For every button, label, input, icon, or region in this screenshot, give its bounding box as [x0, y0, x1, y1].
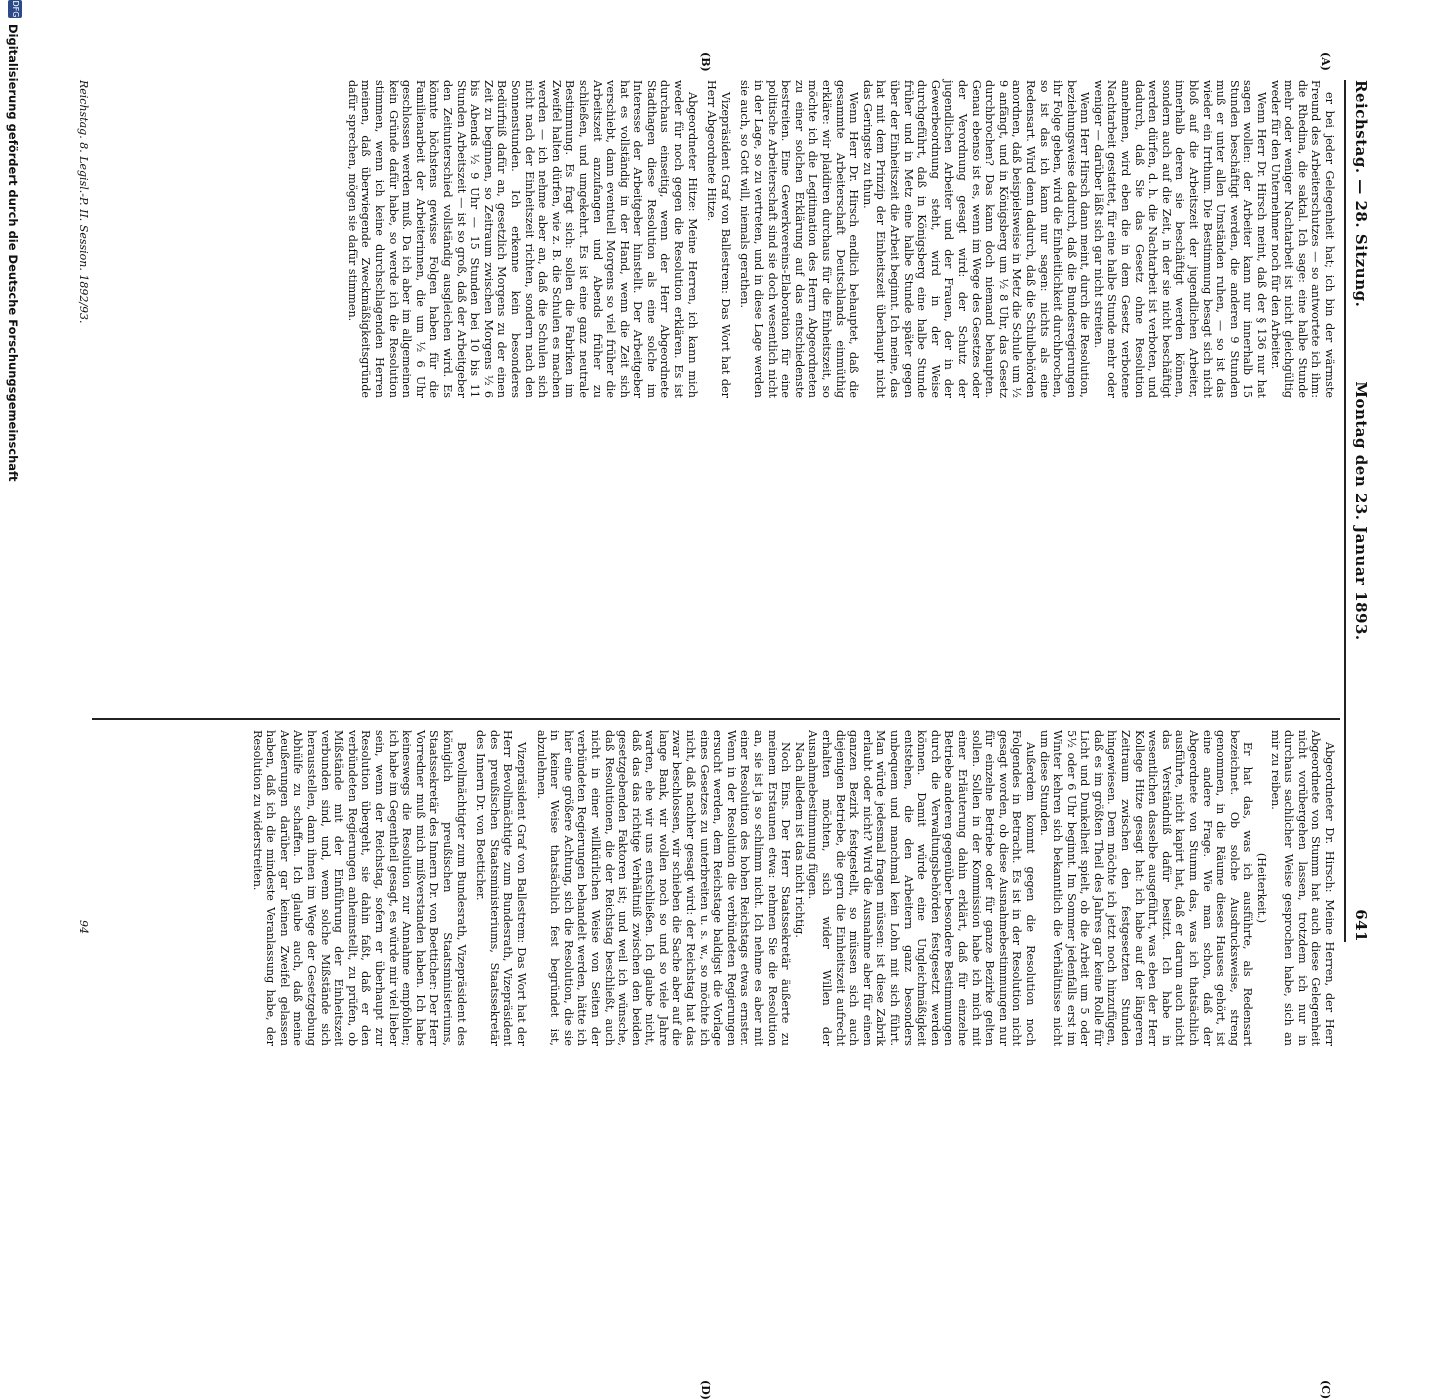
footer-sheet-number: 94: [77, 920, 90, 934]
paragraph: Außerdem kommt gegen die Resolution noch Folgendes in Betracht. Es ist in der Resolution nicht gesagt worden, ob diese Ausnahmebestimmungen nur für einzelne Betriebe oder für ganze Bezirke gelten sollen. Sollen in der Kommission habe ich mich mit einer Erläuterung dahin erklärt, daß für einzelne Betriebe anderen gegenüber besondere Bestimmungen durch die Verwaltungsbehörden festgesetzt werden können. Damit würde eine Ungleichmäßigkeit entstehen, die den Arbeitern ganz besonders unbequem und manchmal kein Lohn mit sich führt. Man würde jedesmal fragen müssen: ist diese Zabrik erlaubt oder nicht? Wird die Ausnahme aber für einen ganzen Bezirk festgestellt, so müssen sich auch diejenigen Betriebe, die gern die Einheitszeit aufrecht erhalten möchten, sich wider Willen der Ausnahmebestimmung fügen.: [806, 730, 1037, 1046]
margin-marker-b: (B): [699, 52, 712, 72]
paragraph: Vizepräsident Graf von Ballestrem: Das Wort hat der Herr Abgeordnete Hitze.: [705, 80, 732, 398]
watermark-text: Digitalisierung gefördert durch die Deutsche Forschungsgemeinschaft: [6, 24, 20, 482]
paragraph: Wenn Herr Dr. Hirsch endlich behauptet, daß die gesammte Arbeiterschaft Deutschlands einmüthig erkläre: wir plaidiren durchaus für die Einheitszeit, so möchte ich die Legitimation des Herrn Abgeordneten zu einer solchen Erklärung auf das entschiedenste bestreiten. Eine Gewerkvereins-Elaboration für eine politische Arbeiterschaft sind sie doch wesentlich nicht in der Lage, so zu vertreten, und in diese Lage werden sie auch, so Gott will, niemals gerathen.: [738, 80, 861, 398]
text-column-left: [345, 80, 1336, 398]
margin-marker-c: (C): [1319, 1380, 1332, 1400]
paragraph: Bevollmächtigter zum Bundesrath, Vizepräsident des königlich preußischen Staatsministeriums, Staatssekretär des Innern Dr. von Boetticher: Der Herr Vorredner muß mich mißverstanden haben. Ich habe keineswegs die Resolution zur Annahme empfohlen; ich habe im Gegentheil gesagt, es würde mir viel lieber sein, wenn der Reichstag, sofern er überhaupt zur Resolution übergeht, sie dahin faßt, daß er den verbündeten Regierungen anheimstellt, zu prüfen, ob Mißstände mit der Einführung der Einheitszeit verbunden sind, und, wenn solche Mißstände sich herausstellen, dann ihnen im Wege der Gesetzgebung Abhülfe zu schaffen. Ich glaube auch, daß meine Aeußerungen darüber gar keinen Zweifel gelassen haben, daß ich die mindeste Veranlassung habe, der Resolution zu widerstreiten.: [250, 730, 468, 1046]
paragraph: er bei jeder Gelegenheit hat; ich bin der wärmste Freund des Arbeiterschutzes — so antwortete ich ihm: die Rhedina, die saktal. Ich sage: eine halbe Stunde mehr oder weniger Nachtarbeit ist nicht gleichgültig weder für den Unternehmer noch für den Arbeiter.: [1268, 80, 1336, 398]
header-center: Montag den 23. Januar 1893.: [1352, 381, 1370, 641]
paragraph: Er hat das, was ich ausführte, als Redensart bezeichnet. Ob solche Ausdrucksweise, streng genommen, in die Räume dieses Hauses gehört, ist eine andere Frage. Wie man schon, daß der Abgeordnete von Stumm das, was ich thatsächlich ausführte, nicht kapirt hat, daß er darum auch nicht das Verständniß dafür besitzt. Ich habe in wesentlichen dasselbe ausgeführt, was eben der Herr Kollege Hitze gesagt hat: ich habe auf der längeren Zeitraum zwischen den festgesetzten Stunden hingewiesen. Dem möchte ich jetzt noch hinzufügen, daß es im größten Theil des Jahres gar keine Rolle für Licht und Dunkelheit spielt, ob die Arbeit um 5 oder 5½ oder 6 Uhr beginnt. Im Sommer jedenfalls erst im Winter kehren sich bekanntlich die Verhältnisse nicht um diese Stunden.: [1037, 730, 1255, 1046]
margin-marker-a: (A): [1319, 52, 1332, 71]
paragraph: Wenn Herr Dr. Hirsch meint, daß der § 136 nur hat sagen wollen: der Arbeiter kann nur innerhalb 15 Stunden beschäftigt werden, die anderen 9 Stunden muß er unter allen Umständen ruhen, — so ist das wieder ein Irrthum. Die Bestimmung besagt sich nicht bloß auf die Arbeitszeit der jugendlichen Arbeiter, innerhalb deren sie beschäftigt werden können, sondern auch auf die Zeit, in der sie nicht beschäftigt werden dürfen, d. h. die Nachtarbeit ist verboten, und dadurch, daß Sie das Gesetz ohne Resolution annehmen, wird eben die in dem Gesetz verbotene Nachtarbeit gestattet, für eine halbe Stunde mehr oder weniger — darüber läßt sich gar nicht streiten.: [1091, 80, 1269, 398]
paragraph: Abgeordneter Dr. Hirsch: Meine Herren, der Herr Abgeordnete von Stumm hat auch diese Gelegenheit nicht vorübergehen lassen, trotzdem ich nur in durchaus sachlicher Weise gesprochen habe, sich an mir zu reiben.: [1268, 730, 1336, 1046]
paragraph: Nach alledem ist das nicht richtig.: [792, 742, 806, 938]
margin-marker-d: (D): [699, 1380, 712, 1400]
column-divider: [92, 718, 1340, 720]
page-header: [1346, 80, 1370, 942]
paragraph-interjection: (Heiterkeit.): [1255, 852, 1269, 924]
footer-session: Reichstag. 8. Legisl.-P. II. Session. 1892/93.: [77, 80, 90, 324]
paragraph: Abgeordneter Hitze: Meine Herren, ich kann mich weder für noch gegen die Resolution erklären. Es ist durchaus einseitig, wenn der Herr Abgeordnete Stadthagen diese Resolution als eine solche im Interesse der Arbeitgeber hinstellt. Der Arbeitgeber hat es vollständig in der Hand, wenn die Zeit sich verschiebt, dann eventuell Morgens so viel früher die Arbeitszeit anzufangen und Abends früher zu schließen, und umgekehrt. Es ist eine ganz neutrale Bestimmung. Es fragt sich: sollen die Fabriken im Zweifel halten dürfen, wie z. B. die Schulen es machen werden — ich nehme aber an, daß die Schulen sich nicht nach der Einheitszeit richten, sondern nach den Sonnenstunden. Ich erkenne kein besonderes Bedürfniß dafür an, gesetzlich Morgens zu der einen Zeit zu beginnen, so Zeitraum zwischen Morgens ½ 6 bis Abends ½ 9 Uhr — 15 Stunden bei 10 bis 11 Stunden Arbeitszeit — ist so groß, daß der Arbeitgeber den Zeitunterschied vollständig ausgleichen wird. Es könnte höchstens gewisse Folgen haben für die Familienarbeit der Arbeiterinnen, die um ½ 6 Uhr geschlossen werden muß. Da ich aber im allgemeinen kein Gründe dafür habe, so werde ich die Resolution stimmen, wenn ich keine durchschlagenden Herren meinen, daß überwiegende Zweckmäßigkeitsgründe dafür sprechen, mögen sie dafür stimmen.: [345, 80, 699, 398]
text-column-right: [250, 730, 1336, 1046]
header-rule: [1344, 80, 1346, 942]
page-number: 641: [1352, 909, 1370, 942]
digitization-watermark: [0, 0, 24, 1000]
header-left: Reichstag. — 28. Sitzung.: [1352, 80, 1370, 308]
paragraph: Noch Eins. Der Herr Staatssekretär äußerte zu meinem Erstaunen etwa: nehmen Sie die Resolution an, sie ist ja so schlimm nicht. Ich nehme es aber mit einer Resolution des hohen Reichstags etwas ernster. Wenn in der Resolution die verbündeten Regierungen ersucht werden, dem Reichstage baldigst die Vorlage eines Gesetzes zu unterbreiten u. s. w., so möchte ich nicht, daß nachher gesagt wird: der Reichstag hat das zwar beschlossen, wir schieben die Sache aber auf die lange Bank, wir wollen noch so und so viele Jahre warten, ehe wir uns entschließen. Ich glaube nicht, daß das das richtige Verhältniß zwischen den beiden gesetzgebenden Faktoren ist; und weil ich wünsche, daß Resolutionen, die der Reichstag beschließt, auch nicht in einer willkürlichen Weise von Seiten der verbündeten Regierungen behandelt werden, hätte ich hier eine größere Achtung, sich die Resolution, die sie in keiner Weise thatsächlich fest begründet ist, abzulehnen.: [534, 730, 793, 1046]
dfg-logo: DFG: [8, 0, 22, 18]
paragraph: Wenn Herr Hirsch dann meint, durch die Resolution, beziehungsweise dadurch, daß die Bundesregierungen ihr Folge geben, wird die Einheitlichkeit durchbrochen, so ist das ich kann nur sagen: nichts als eine Redensart. Wird denn dadurch, daß die Schulbehörden anordnen, daß beispielsweise in Metz die Schule um ½ 9 anfängt, und in Königsberg um ½ 8 Uhr, das Gesetz durchbrochen? Das kann doch niemand behaupten. Genau ebenso ist es, wenn im Wege des Gesetzes oder der Verordnung gesagt wird: der Schutz der jugendlichen Arbeiter und der Frauen, der in der Gewerbeordnung steht, wird in der Weise durchgeführt, daß in Königsberg eine halbe Stunde früher und in Metz eine halbe Stunde später gegen über der Einheitszeit die Arbeit beginnt. Ich meine, das hat mit dem Prinzip der Einheitszeit überhaupt nicht das Geringste zu thun.: [860, 80, 1092, 398]
paragraph: Vizepräsident Graf von Ballestrem: Das Wort hat der Herr Bevollmächtigte zum Bundesrath, Vizepräsident des preußischen Staatsministeriums, Staatssekretär des Innern Dr. von Boetticher.: [474, 730, 528, 1046]
